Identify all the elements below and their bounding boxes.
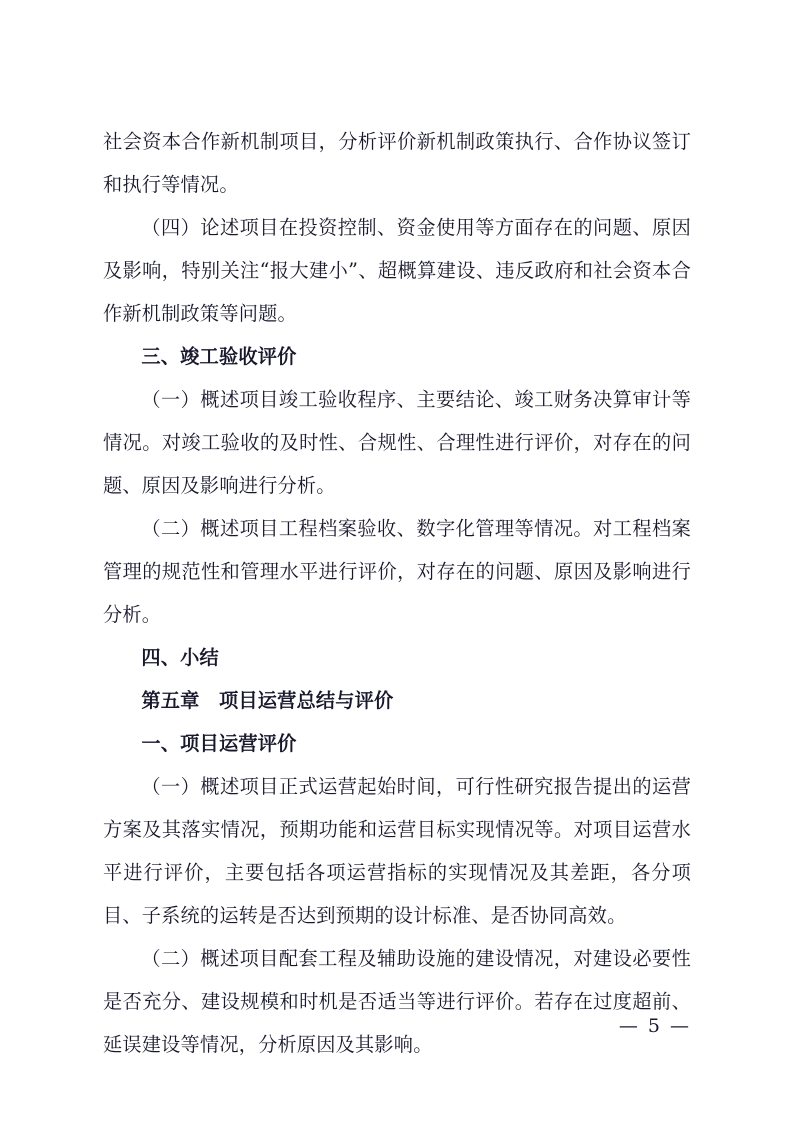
document-body <box>103 120 691 1066</box>
page-number: — 5 — <box>618 1015 691 1037</box>
section-heading: 三、竣工验收评价 <box>141 345 297 368</box>
paragraph: （一）概述项目正式运营起始时间，可行性研究报告提出的运营方案及其落实情况，预期功能和运营目标实现情况等。对项目运营水平进行评价，主要包括各项运营指标的实现情况及其差距，各分项目、子系统的运转是否达到预期的设计标准、是否协同高效。 <box>103 775 691 927</box>
paragraph: （一）概述项目竣工验收程序、主要结论、竣工财务决算审计等情况。对竣工验收的及时性、合规性、合理性进行评价，对存在的问题、原因及影响进行分析。 <box>103 388 691 497</box>
paragraph: （二）概述项目工程档案验收、数字化管理等情况。对工程档案管理的规范性和管理水平进行评价，对存在的问题、原因及影响进行分析。 <box>103 517 691 626</box>
section-heading: 一、项目运营评价 <box>141 732 297 755</box>
chapter-heading: 第五章 项目运营总结与评价 <box>141 689 394 712</box>
paragraph: （二）概述项目配套工程及辅助设施的建设情况，对建设必要性是否充分、建设规模和时机是否适当等进行评价。若存在过度超前、延误建设等情况，分析原因及其影响。 <box>103 947 691 1056</box>
paragraph: （四）论述项目在投资控制、资金使用等方面存在的问题、原因及影响，特别关注“报大建小”、超概算建设、违反政府和社会资本合作新机制政策等问题。 <box>103 216 691 325</box>
paragraph: 社会资本合作新机制项目，分析评价新机制政策执行、合作协议签订和执行等情况。 <box>103 130 691 196</box>
section-heading: 四、小结 <box>141 646 219 669</box>
